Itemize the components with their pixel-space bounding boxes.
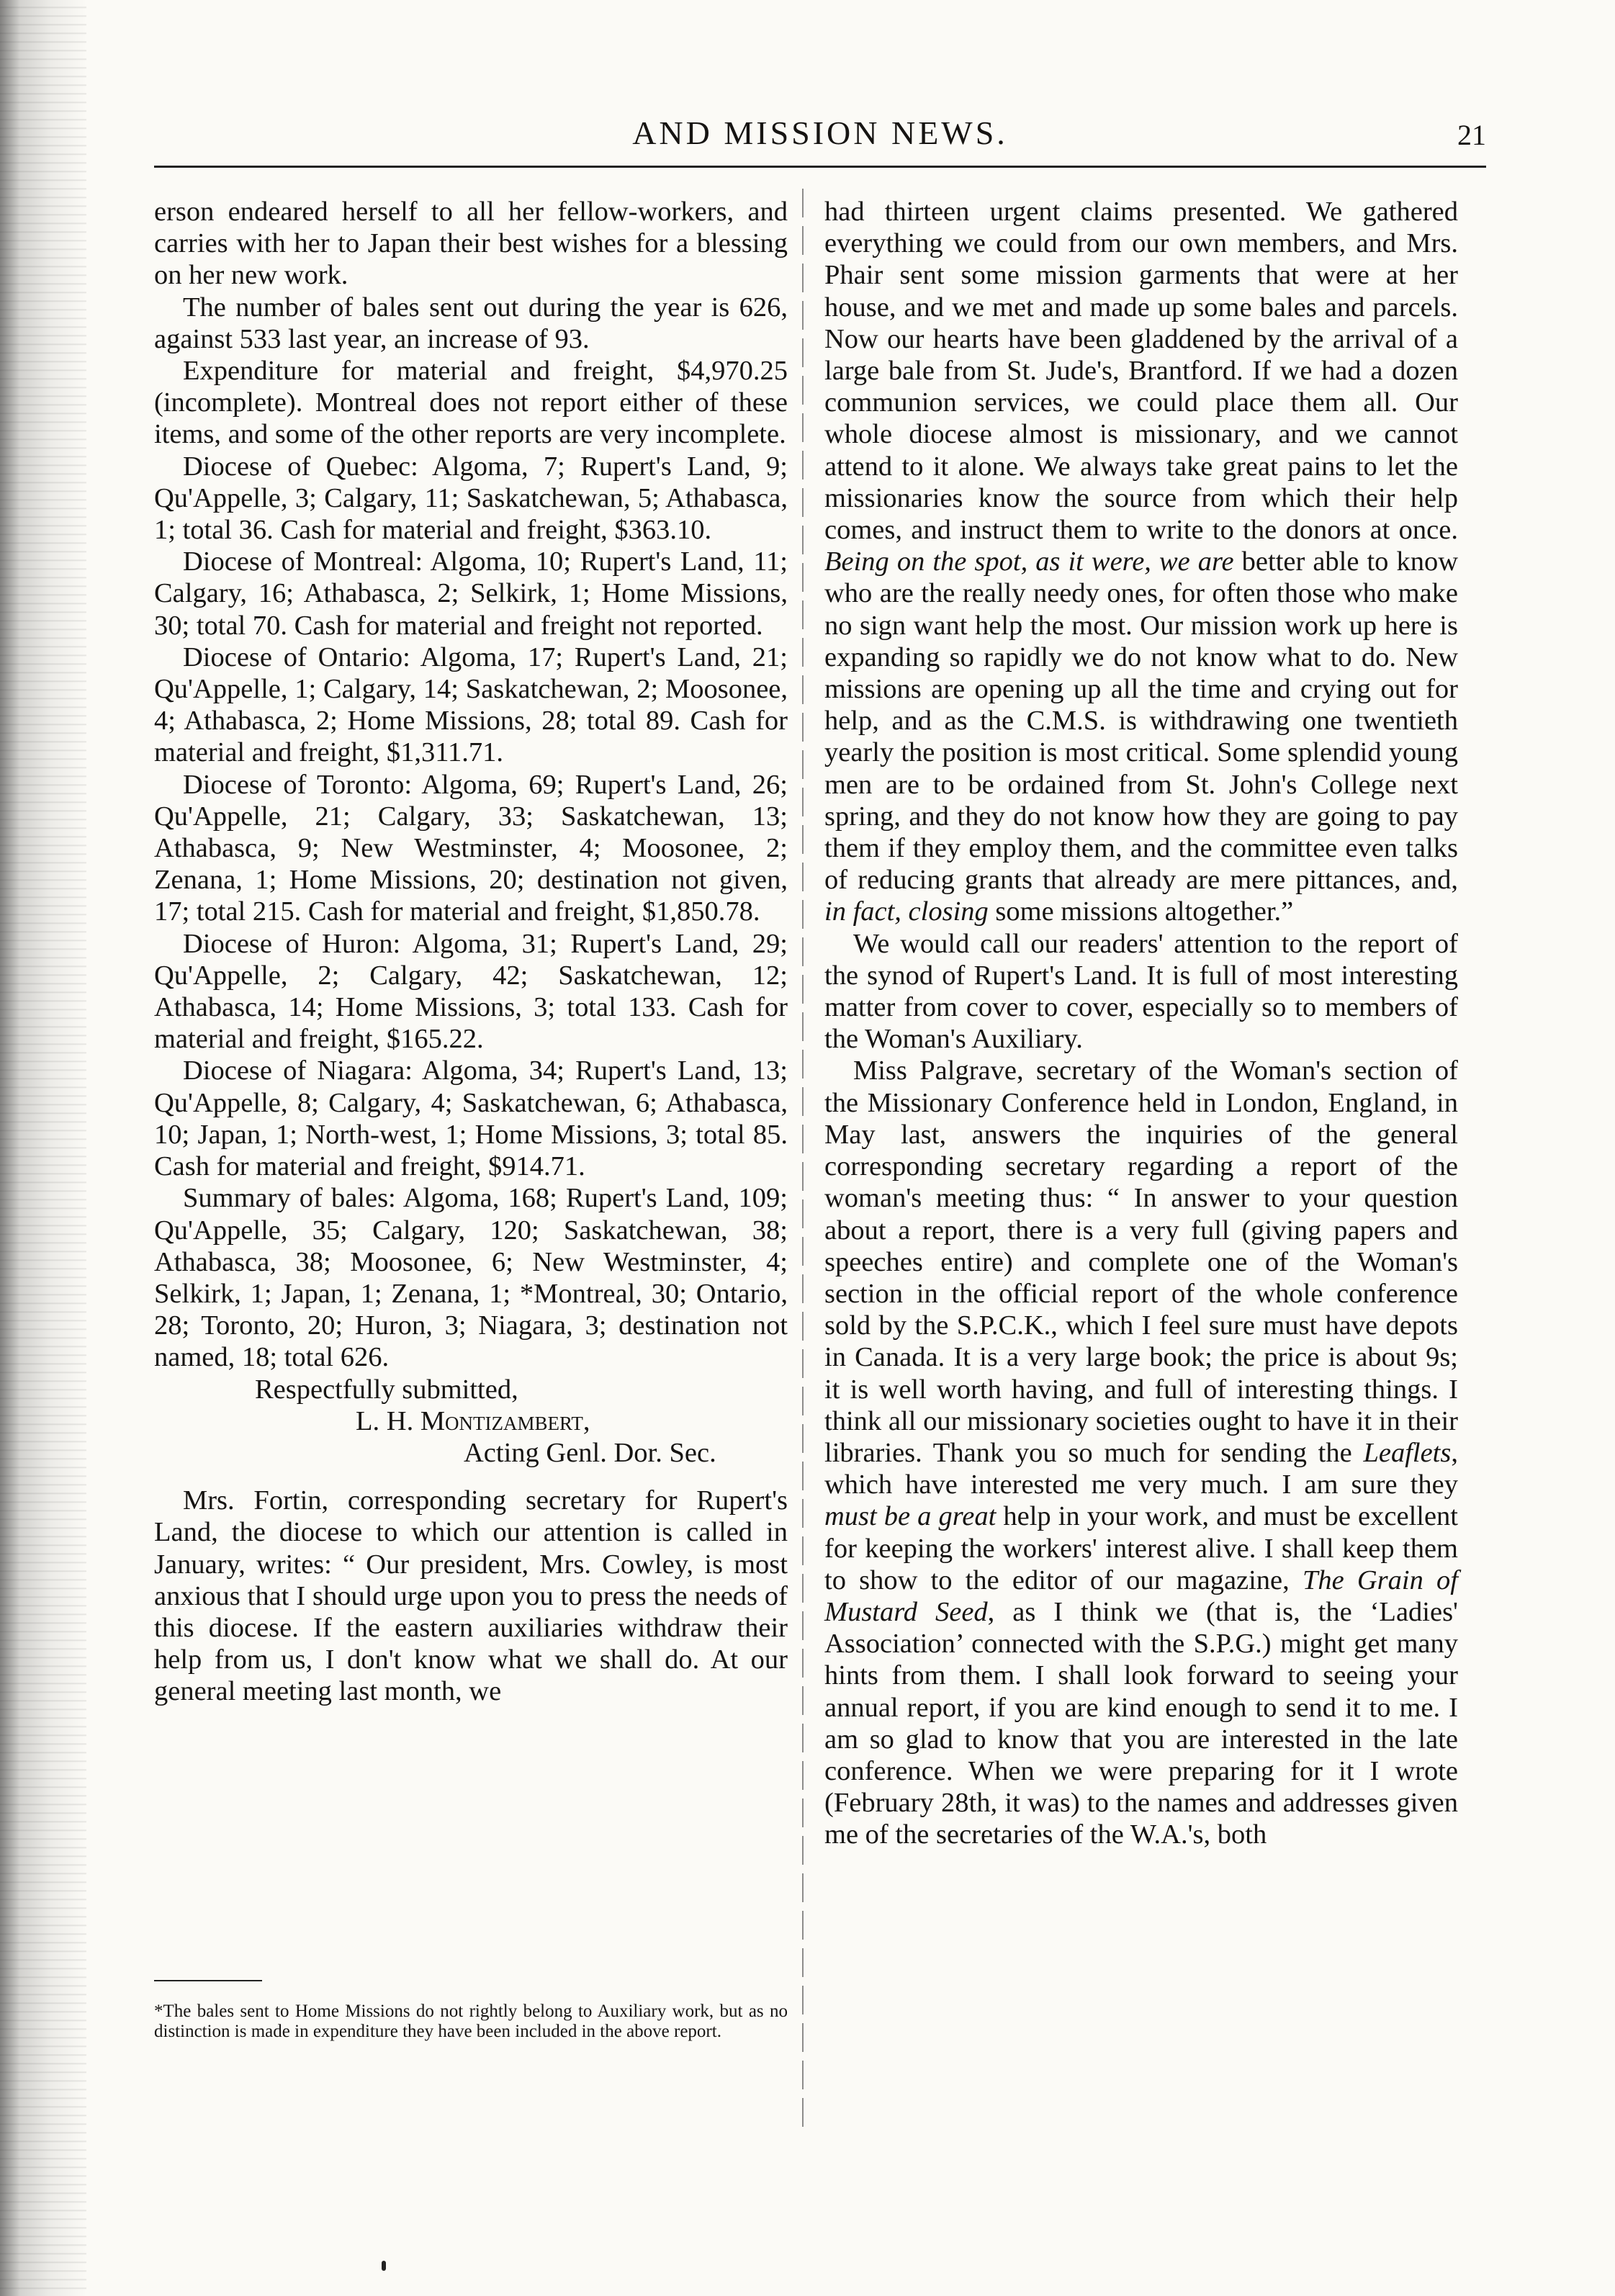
text-run: help in your work, and must be excellent for keeping the workers' interest alive. I shall keep them to show to the editor of our magazine, [824, 1501, 1458, 1595]
paragraph: Expenditure for material and freight, $4,970.25 (incomplete). Montreal does not report either of these items, and some of the other reports are very incomplete. [154, 356, 788, 450]
paragraph: The number of bales sent out during the year is 626, against 533 last year, an increase of 93. [154, 292, 788, 354]
italic-run: must be a great [824, 1501, 997, 1532]
paragraph-letter-continued [824, 196, 1458, 928]
paragraph-palgrave [824, 1055, 1458, 1850]
italic-run: in fact, closing [824, 896, 989, 927]
signoff-closing: Respectfully submitted, [255, 1374, 518, 1405]
italic-run: The Grain of Mustard Seed [824, 1565, 1458, 1627]
footnote-rule [154, 1980, 262, 1981]
page-number: 21 [1457, 119, 1486, 151]
italic-run: Leaflets [1363, 1437, 1452, 1468]
paragraph: Diocese of Toronto: Algoma, 69; Rupert's Land, 26; Qu'Appelle, 21; Calgary, 33; Saskatchewan, 13; Athabasca, 9; New Westminster, 4; Moosonee, 2; Zenana, 1; Home Missions, 20; destination not given, 17; total 215. Cash for material and freight, $1,850.78. [154, 769, 788, 927]
paragraph: Diocese of Montreal: Algoma, 10; Rupert's Land, 11; Calgary, 16; Athabasca, 2; Selkirk, 1; Home Missions, 30; total 70. Cash for material and freight not reported. [154, 546, 788, 641]
italic-run: Being on the spot, as it were, we are [824, 546, 1234, 577]
left-column [154, 196, 788, 1708]
running-title: AND MISSION NEWS. [632, 114, 1008, 151]
signoff-name: L. H. Montizambert, [356, 1405, 590, 1436]
signoff-title: Acting Genl. Dor. Sec. [464, 1437, 716, 1468]
paragraph: Diocese of Huron: Algoma, 31; Rupert's Land, 29; Qu'Appelle, 2; Calgary, 42; Saskatchewan, 12; Athabasca, 14; Home Missions, 3; total 133. Cash for material and freight, $165.22. [154, 928, 788, 1055]
page-header [154, 108, 1486, 168]
paragraph: erson endeared herself to all her fellow-workers, and carries with her to Japan their best wishes for a blessing on her new work. [154, 197, 788, 291]
paragraph: Diocese of Niagara: Algoma, 34; Rupert's Land, 13; Qu'Appelle, 8; Calgary, 4; Saskatchewan, 6; Athabasca, 10; Japan, 1; North-west, 1; Home Missions, 3; total 85. Cash for material and freight, $914.71. [154, 1055, 788, 1182]
paragraph-letter: Mrs. Fortin, corresponding secretary for Rupert's Land, the diocese to which our attention is called in January, writes: “ Our president, Mrs. Cowley, is most anxious that I should urge upon you to press the needs of this diocese. If the eastern auxiliaries withdraw their help from us, I don't know what we shall do. At our general meeting last month, we [154, 1485, 788, 1707]
paragraph: Summary of bales: Algoma, 168; Rupert's Land, 109; Qu'Appelle, 35; Calgary, 120; Saskatchewan, 38; Athabasca, 38; Moosonee, 6; New Westminster, 4; Selkirk, 1; Japan, 1; Zenana, 1; *Montreal, 30; Ontario, 28; Toronto, 20; Huron, 3; Niagara, 3; destination not named, 18; total 626. [154, 1183, 788, 1373]
signoff [154, 1374, 788, 1469]
text-run: had thirteen urgent claims presented. We gathered everything we could from our own members, and Mrs. Phair sent some mission garments that were at her house, and we met and made up some bales and parcels. Now our hearts have been gladdened by the arrival of a large bale from St. Jude's, Brantford. If we had a dozen communion services, we could place them all. Our whole diocese almost is missionary, and we cannot attend to it alone. We always take great pains to let the missionaries know the source from which their help comes, and instruct them to write to the donors at once. [824, 197, 1458, 546]
footnote: *The bales sent to Home Missions do not rightly belong to Auxiliary work, but as no distinction is made in expenditure they have been included in the above report. [154, 2002, 788, 2041]
text-run: some missions altogether.” [988, 896, 1294, 927]
paragraph: Diocese of Ontario: Algoma, 17; Rupert's Land, 21; Qu'Appelle, 1; Calgary, 14; Saskatchewan, 2; Moosonee, 4; Athabasca, 2; Home Missions, 28; total 89. Cash for material and freight, $1,311.71. [154, 641, 788, 768]
right-column [824, 196, 1458, 1851]
paragraph: Diocese of Quebec: Algoma, 7; Rupert's Land, 9; Qu'Appelle, 3; Calgary, 11; Saskatchewan, 5; Athabasca, 1; total 36. Cash for material and freight, $363.10. [154, 451, 788, 546]
text-run: better able to know who are the really needy ones, for often those who make no sign want help the most. Our mission work up here is expanding so rapidly we do not know what to do. New missions are opening up all the time and crying out for help, and as the C.M.S. is withdrawing one twentieth yearly the position is most critical. Some splendid young men are to be ordained from St. John's College next spring, and they do not know how they are going to pay them if they employ them, and the committee even talks of reducing grants that already are mere pittances, and, [824, 546, 1458, 896]
text-run: Miss Palgrave, secretary of the Woman's section of the Missionary Conference held in London, England, in May last, answers the inquiries of the general corresponding secretary regarding a report of the woman's meeting thus: “ In answer to your question about a report, there is a very full (giving papers and speeches entire) and complete one of the Woman's section in the official report of the whole conference sold by the S.P.C.K., which I feel sure must have depots in Canada. It is a very large book; the price is about 9s; it is well worth having, and full of interesting things. I think all our missionary societies ought to have it in their libraries. Thank you so much for sending the [824, 1055, 1458, 1468]
text-run: , as I think we (that is, the ‘Ladies' Association’ connected with the S.P.G.) might get many hints from them. I shall look forward to seeing your annual report, if you are kind enough to send it to me. I am so glad to know that you are interested in the late conference. When we were preparing for it I wrote (February 28th, it was) to the names and addresses given me of the secretaries of the W.A.'s, both [824, 1596, 1458, 1850]
column-divider [802, 189, 804, 2133]
paragraph: We would call our readers' attention to the report of the synod of Rupert's Land. It is full of most interesting matter from cover to cover, especially so to members of the Woman's Auxiliary. [824, 928, 1458, 1055]
scanned-page-edge [0, 0, 86, 2296]
text-run: , which have interested me very much. I am sure they [824, 1437, 1458, 1500]
ink-speck [382, 2261, 386, 2271]
